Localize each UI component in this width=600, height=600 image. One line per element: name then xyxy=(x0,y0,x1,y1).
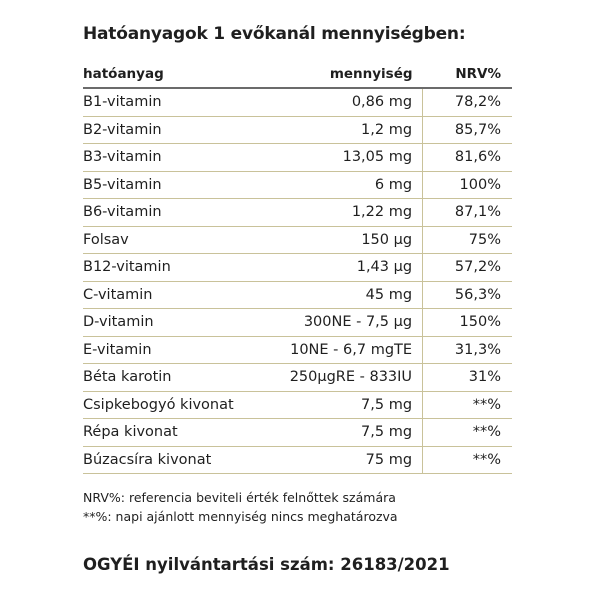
table-row xyxy=(83,199,512,227)
header-amount: mennyiség xyxy=(276,60,422,88)
ingredient-nrv: 56,3% xyxy=(423,281,512,309)
ingredient-name: E-vitamin xyxy=(83,336,276,364)
table-header-row xyxy=(83,60,512,88)
page-title: Hatóanyagok 1 evőkanál mennyiségben: xyxy=(83,24,466,44)
ingredient-amount: 250µgRE - 833IU xyxy=(276,364,422,392)
ingredient-nrv: 87,1% xyxy=(423,199,512,227)
ingredient-nrv: 150% xyxy=(423,309,512,337)
table-row xyxy=(83,281,512,309)
table-row xyxy=(83,88,512,116)
table-row xyxy=(83,336,512,364)
ingredient-name: C-vitamin xyxy=(83,281,276,309)
table-row xyxy=(83,254,512,282)
ingredient-amount: 1,43 µg xyxy=(276,254,422,282)
ingredient-nrv: 78,2% xyxy=(423,88,512,116)
nutrient-table xyxy=(83,60,512,474)
ingredient-name: B12-vitamin xyxy=(83,254,276,282)
registration-number: OGYÉI nyilvántartási szám: 26183/2021 xyxy=(83,555,450,574)
ingredient-amount: 7,5 mg xyxy=(276,419,422,447)
ingredient-nrv: 31,3% xyxy=(423,336,512,364)
ingredient-nrv: 85,7% xyxy=(423,116,512,144)
ingredient-amount: 7,5 mg xyxy=(276,391,422,419)
ingredient-nrv: **% xyxy=(423,391,512,419)
ingredient-name: D-vitamin xyxy=(83,309,276,337)
table-row xyxy=(83,116,512,144)
ingredient-name: Folsav xyxy=(83,226,276,254)
ingredient-nrv: 31% xyxy=(423,364,512,392)
ingredient-nrv: **% xyxy=(423,446,512,474)
table-row xyxy=(83,171,512,199)
ingredient-amount: 300NE - 7,5 µg xyxy=(276,309,422,337)
ingredient-name: B6-vitamin xyxy=(83,199,276,227)
ingredient-amount: 1,22 mg xyxy=(276,199,422,227)
ingredient-nrv: 81,6% xyxy=(423,144,512,172)
ingredient-name: Répa kivonat xyxy=(83,419,276,447)
ingredient-name: B3-vitamin xyxy=(83,144,276,172)
ingredient-amount: 0,86 mg xyxy=(276,88,422,116)
ingredient-amount: 10NE - 6,7 mgTE xyxy=(276,336,422,364)
footnote-nrv: NRV%: referencia beviteli érték felnőttek számára xyxy=(83,490,396,505)
ingredient-name: Béta karotin xyxy=(83,364,276,392)
ingredient-name: Csipkebogyó kivonat xyxy=(83,391,276,419)
ingredient-nrv: 57,2% xyxy=(423,254,512,282)
ingredient-nrv: 75% xyxy=(423,226,512,254)
ingredient-amount: 75 mg xyxy=(276,446,422,474)
ingredient-nrv: 100% xyxy=(423,171,512,199)
table-row xyxy=(83,144,512,172)
ingredient-name: Búzacsíra kivonat xyxy=(83,446,276,474)
table-row xyxy=(83,391,512,419)
ingredient-name: B2-vitamin xyxy=(83,116,276,144)
table-row xyxy=(83,309,512,337)
footnote-undefined: **%: napi ajánlott mennyiség nincs meghatározva xyxy=(83,509,398,524)
ingredient-name: B1-vitamin xyxy=(83,88,276,116)
footnotes xyxy=(83,488,398,526)
ingredient-amount: 45 mg xyxy=(276,281,422,309)
ingredient-name: B5-vitamin xyxy=(83,171,276,199)
ingredient-amount: 1,2 mg xyxy=(276,116,422,144)
ingredient-amount: 13,05 mg xyxy=(276,144,422,172)
table-row xyxy=(83,226,512,254)
header-nrv: NRV% xyxy=(423,60,512,88)
table-row xyxy=(83,419,512,447)
header-ingredient: hatóanyag xyxy=(83,60,276,88)
ingredient-nrv: **% xyxy=(423,419,512,447)
ingredient-amount: 6 mg xyxy=(276,171,422,199)
table-row xyxy=(83,446,512,474)
ingredient-amount: 150 µg xyxy=(276,226,422,254)
table-row xyxy=(83,364,512,392)
